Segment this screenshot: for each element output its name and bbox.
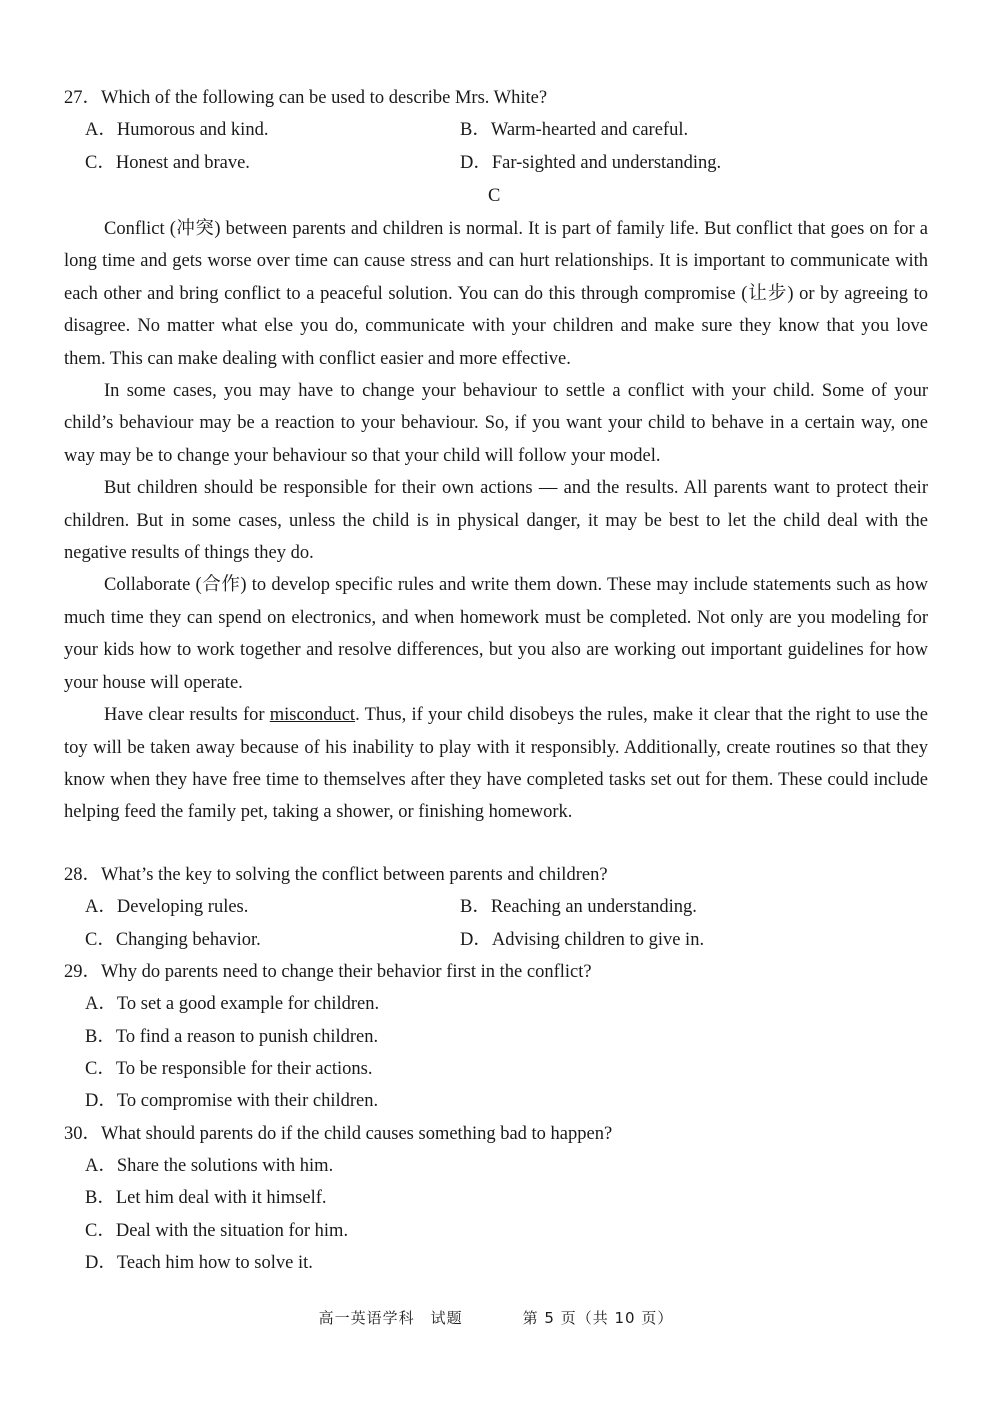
question-28-option-d: D．Advising children to give in.: [460, 930, 705, 950]
question-27-stem: 27．Which of the following can be used to describe Mrs. White?: [64, 88, 548, 108]
question-28-option-a: A．Developing rules.: [85, 897, 249, 917]
question-29-option-b: B．To find a reason to punish children.: [85, 1027, 379, 1047]
underlined-word-misconduct: misconduct: [269, 705, 356, 726]
passage-paragraph-1: Conflict (冲突) between parents and children is normal. It is part of family life. But conflict that goes on for a long time and gets worse over time can cause stress and can hurt relationships. It is important to communicate with each other and bring conflict to a peaceful solution. You can do this through compromise (让步) or by agreeing to disagree. No matter what else you do, communicate with your children and make sure they know that you love them. This can make dealing with conflict easier and more effective.: [64, 219, 928, 369]
question-27-option-a: A．Humorous and kind.: [85, 120, 269, 140]
passage-p5-rest: . Thus, if your child disobeys the rules, make it clear that the right to use the toy will be taken away because of his inability to play with it responsibly. Additionally, create routines so that they know when they have free time to themselves after they have completed tasks set out for them. These could include helping feed the family pet, taking a shower, or finishing homework.: [64, 705, 929, 823]
question-28-option-b: B．Reaching an understanding.: [460, 897, 697, 917]
passage-paragraph-5: [64, 699, 928, 829]
question-27-option-c: C．Honest and brave.: [85, 153, 250, 173]
question-30-option-a: A．Share the solutions with him.: [85, 1156, 334, 1176]
reading-passage: [64, 213, 928, 829]
question-30-option-c: C．Deal with the situation for him.: [85, 1221, 349, 1241]
question-29-option-c: C．To be responsible for their actions.: [85, 1059, 373, 1079]
passage-p5-start: Have clear results for: [104, 705, 270, 726]
question-30-stem: 30．What should parents do if the child causes something bad to happen?: [64, 1124, 613, 1144]
question-29-stem: 29．Why do parents need to change their behavior first in the conflict?: [64, 962, 592, 982]
question-28-option-c: C．Changing behavior.: [85, 930, 261, 950]
question-27-option-b: B．Warm-hearted and careful.: [460, 120, 689, 140]
section-heading: C: [488, 186, 501, 206]
question-30-option-b: B．Let him deal with it himself.: [85, 1188, 327, 1208]
passage-paragraph-2: In some cases, you may have to change your behaviour to settle a conflict with your child. Some of your child’s behaviour may be a reaction to your behaviour. So, if you want your child to behave in a certain way, one way may be to change your behaviour so that your child will follow your model.: [64, 381, 928, 466]
passage-paragraph-4: Collaborate (合作) to develop specific rules and write them down. These may include statements such as how much time they can spend on electronics, and when homework must be completed. Not only are you modeling for your kids how to work together and resolve differences, but you also are working out important guidelines for how your house will operate.: [64, 575, 928, 693]
footer-subject: 高一英语学科 试题: [318, 1309, 463, 1327]
question-28-stem: 28．What’s the key to solving the conflict between parents and children?: [64, 865, 608, 885]
page-footer: [0, 1307, 992, 1329]
question-30-option-d: D．Teach him how to solve it.: [85, 1253, 313, 1273]
question-29-option-d: D．To compromise with their children.: [85, 1091, 379, 1111]
question-29-option-a: A．To set a good example for children.: [85, 994, 380, 1014]
footer-page-number: 第 5 页（共 10 页）: [522, 1309, 674, 1327]
passage-paragraph-3: But children should be responsible for their own actions — and the results. All parents want to protect their children. But in some cases, unless the child is in physical danger, it may be best to let the child deal with the negative results of things they do.: [64, 478, 928, 564]
question-27-option-d: D．Far-sighted and understanding.: [460, 153, 722, 173]
